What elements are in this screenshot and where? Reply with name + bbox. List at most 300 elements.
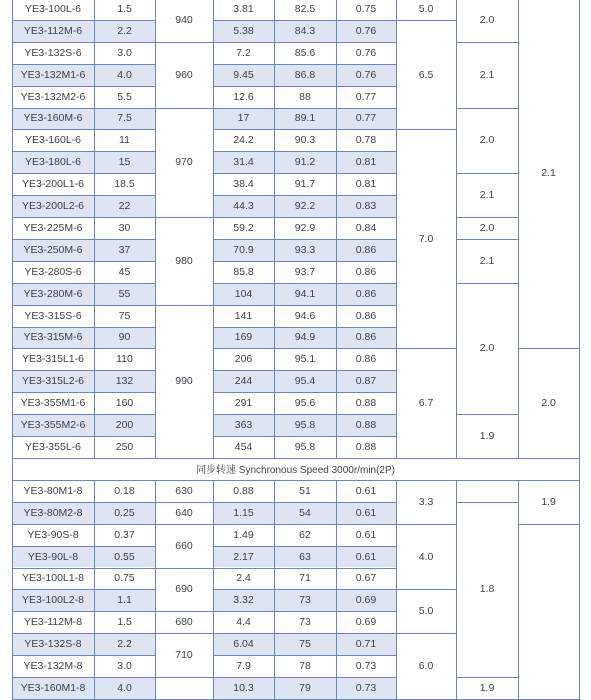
- grid-line: [12, 458, 13, 480]
- grid-line: [274, 108, 337, 109]
- grid-line: [336, 151, 397, 152]
- grid-line: [456, 283, 519, 284]
- grid-line: [396, 524, 457, 525]
- grid-line: [213, 195, 275, 196]
- grid-line: [94, 283, 156, 284]
- cell-current: 17: [213, 108, 274, 130]
- cell-current: 169: [213, 327, 274, 349]
- cell-c7: 2.0: [479, 13, 495, 26]
- grid-line: [336, 589, 397, 590]
- cell-c6: 5.0: [418, 605, 434, 618]
- grid-line: [274, 502, 337, 503]
- grid-line: [213, 305, 275, 306]
- grid-line: [456, 677, 519, 678]
- grid-line: [12, 502, 95, 503]
- cell-eff: 94.1: [274, 283, 336, 305]
- grid-line: [94, 261, 156, 262]
- cell-pf: 0.83: [336, 195, 396, 217]
- cell-model: YE3-160L-6: [24, 134, 82, 147]
- cell-power: 0.55: [94, 546, 155, 568]
- grid-line: [12, 546, 95, 547]
- cell-power: 3.0: [117, 660, 132, 673]
- cell-model: YE3-315M-6: [12, 327, 94, 349]
- grid-line: [12, 195, 95, 196]
- cell-power: 37: [94, 239, 155, 261]
- grid-line: [155, 633, 214, 634]
- grid-line: [12, 151, 95, 152]
- cell-eff: 73: [299, 616, 311, 629]
- cell-power: 11: [119, 134, 130, 147]
- cell-current: 70.9: [213, 239, 274, 261]
- grid-line: [94, 677, 156, 678]
- grid-line: [336, 480, 397, 481]
- cell-pf: 0.86: [355, 265, 377, 278]
- cell-power: 4.0: [94, 64, 155, 86]
- cell-model: YE3-112M-6: [12, 20, 94, 42]
- cell-current: 6.04: [213, 633, 274, 655]
- grid-line: [94, 370, 156, 371]
- grid-line: [94, 129, 156, 130]
- cell-c7: 2.0: [479, 342, 495, 355]
- grid-line: [518, 524, 580, 525]
- grid-line: [213, 239, 275, 240]
- cell-model: YE3-132M-8: [23, 660, 83, 673]
- grid-line: [213, 261, 275, 262]
- section-banner: 同步转速 Synchronous Speed 3000r/min(2P): [196, 465, 395, 477]
- cell-model: YE3-132S-6: [24, 46, 82, 59]
- cell-current: 59.2: [233, 221, 254, 234]
- grid-line: [213, 392, 275, 393]
- grid-line: [213, 611, 275, 612]
- cell-speed: 680: [175, 616, 193, 629]
- cell-eff: 95.8: [274, 414, 336, 436]
- grid-line: [336, 633, 397, 634]
- grid-line: [94, 20, 156, 21]
- cell-power: 250: [115, 440, 134, 453]
- cell-power: 0.25: [94, 502, 155, 524]
- grid-line: [94, 327, 156, 328]
- cell-eff: 95.6: [294, 397, 316, 410]
- cell-c8: 1.9: [541, 495, 556, 508]
- grid-line: [94, 633, 156, 634]
- cell-power: 0.37: [114, 528, 135, 541]
- cell-power: 0.75: [114, 572, 135, 585]
- grid-line: [274, 392, 337, 393]
- grid-line: [213, 86, 275, 87]
- grid-line: [155, 108, 214, 109]
- cell-model: YE3-90S-8: [27, 528, 79, 541]
- grid-line: [213, 20, 275, 21]
- cell-current: 7.9: [236, 660, 251, 673]
- grid-line: [274, 129, 337, 130]
- cell-current: 206: [234, 353, 253, 366]
- cell-power: 132: [94, 370, 155, 392]
- grid-line: [274, 436, 337, 437]
- grid-line: [336, 0, 337, 458]
- grid-line: [274, 524, 337, 525]
- cell-pf: 0.76: [336, 64, 396, 86]
- grid-line: [155, 502, 214, 503]
- grid-line: [274, 655, 337, 656]
- grid-line: [94, 305, 156, 306]
- grid-line: [94, 502, 156, 503]
- cell-c6: 6.7: [418, 397, 434, 410]
- grid-line: [94, 239, 156, 240]
- grid-line: [274, 283, 337, 284]
- cell-current: 141: [234, 309, 253, 322]
- grid-line: [336, 392, 397, 393]
- grid-line: [274, 0, 275, 458]
- cell-model: YE3-225M-6: [23, 221, 83, 234]
- cell-pf: 0.78: [355, 134, 377, 147]
- cell-c6: 6.5: [418, 68, 434, 81]
- grid-line: [518, 0, 519, 458]
- cell-current: 454: [234, 440, 253, 453]
- grid-line: [456, 414, 519, 415]
- grid-line: [336, 327, 397, 328]
- cell-c7: 2.0: [479, 134, 495, 147]
- cell-power: 1.5: [117, 616, 132, 629]
- grid-line: [213, 151, 275, 152]
- grid-line: [94, 524, 156, 525]
- cell-power: 110: [116, 353, 133, 366]
- grid-line: [155, 217, 214, 218]
- grid-line: [336, 611, 397, 612]
- cell-c7: 1.8: [479, 583, 495, 596]
- grid-line: [274, 480, 337, 481]
- grid-line: [274, 305, 337, 306]
- grid-line: [155, 0, 156, 458]
- grid-line: [456, 217, 519, 218]
- grid-line: [213, 480, 275, 481]
- grid-line: [94, 64, 156, 65]
- grid-line: [94, 195, 156, 196]
- grid-line: [94, 108, 156, 109]
- cell-pf: 0.88: [336, 414, 396, 436]
- cell-current: 85.8: [233, 265, 254, 278]
- grid-line: [336, 195, 397, 196]
- grid-line: [579, 0, 580, 458]
- cell-c8: 2.1: [541, 167, 556, 180]
- grid-line: [12, 173, 95, 174]
- grid-line: [336, 64, 397, 65]
- cell-current: 5.38: [213, 20, 274, 42]
- grid-line: [336, 677, 397, 678]
- grid-line: [396, 589, 457, 590]
- cell-speed: 990: [175, 375, 193, 388]
- cell-current: 1.15: [213, 502, 274, 524]
- grid-line: [274, 195, 337, 196]
- grid-line: [274, 151, 337, 152]
- grid-line: [94, 480, 156, 481]
- cell-pf: 0.86: [336, 239, 396, 261]
- cell-power: 4.0: [94, 677, 155, 699]
- grid-line: [456, 239, 519, 240]
- cell-power: 1.5: [117, 2, 132, 15]
- grid-line: [155, 480, 214, 481]
- cell-pf: 0.77: [355, 90, 377, 103]
- grid-line: [155, 305, 214, 306]
- grid-line: [274, 64, 337, 65]
- grid-line: [12, 108, 95, 109]
- grid-line: [274, 611, 337, 612]
- cell-pf: 0.61: [355, 484, 377, 497]
- cell-eff: 63: [274, 546, 336, 568]
- grid-line: [336, 217, 397, 218]
- grid-line: [12, 392, 95, 393]
- grid-line: [213, 589, 275, 590]
- cell-pf: 0.81: [355, 178, 377, 191]
- cell-model: YE3-280S-6: [24, 265, 82, 278]
- cell-power: 22: [94, 195, 155, 217]
- grid-line: [155, 524, 214, 525]
- cell-pf: 0.86: [355, 353, 377, 366]
- cell-current: 2.17: [213, 546, 274, 568]
- grid-line: [456, 502, 519, 503]
- cell-eff: 85.6: [294, 46, 316, 59]
- grid-line: [12, 436, 95, 437]
- cell-current: 31.4: [213, 151, 274, 173]
- grid-line: [12, 655, 95, 656]
- grid-line: [213, 677, 275, 678]
- cell-eff: 95.8: [294, 440, 316, 453]
- cell-power: 2.2: [94, 633, 155, 655]
- grid-line: [396, 20, 457, 21]
- grid-line: [336, 20, 397, 21]
- grid-line: [518, 348, 580, 349]
- grid-line: [12, 348, 95, 349]
- cell-current: 2.4: [236, 572, 251, 585]
- grid-line: [213, 414, 275, 415]
- cell-eff: 73: [274, 589, 336, 611]
- grid-line: [12, 305, 95, 306]
- cell-c7: 2.1: [479, 189, 495, 202]
- cell-current: 0.88: [233, 484, 254, 497]
- cell-pf: 0.81: [336, 151, 396, 173]
- cell-model: YE3-160M1-8: [12, 677, 94, 699]
- grid-line: [94, 436, 156, 437]
- grid-line: [12, 589, 95, 590]
- cell-speed: 660: [175, 539, 193, 552]
- grid-line: [336, 436, 397, 437]
- grid-line: [396, 633, 457, 634]
- cell-eff: 93.7: [294, 265, 316, 278]
- cell-c7: 2.1: [479, 254, 495, 267]
- cell-current: 3.32: [213, 589, 274, 611]
- cell-speed: 690: [175, 583, 193, 596]
- cell-model: YE3-280M-6: [12, 283, 94, 305]
- cell-eff: 92.2: [274, 195, 336, 217]
- grid-line: [155, 568, 214, 569]
- grid-line: [336, 348, 397, 349]
- grid-line: [12, 611, 95, 612]
- grid-line: [274, 261, 337, 262]
- grid-line: [213, 436, 275, 437]
- cell-pf: 0.75: [355, 2, 377, 15]
- cell-power: 160: [115, 397, 134, 410]
- grid-line: [274, 20, 337, 21]
- cell-model: YE3-355L-6: [24, 440, 82, 453]
- grid-line: [456, 42, 519, 43]
- grid-line: [336, 129, 397, 130]
- grid-line: [12, 20, 95, 21]
- cell-model: YE3-132M1-6: [12, 64, 94, 86]
- grid-line: [336, 568, 397, 569]
- cell-model: YE3-200L1-6: [22, 178, 84, 191]
- grid-line: [12, 677, 95, 678]
- cell-model: YE3-355M2-6: [12, 414, 94, 436]
- cell-current: 363: [213, 414, 274, 436]
- grid-line: [12, 42, 95, 43]
- cell-pf: 0.71: [336, 633, 396, 655]
- grid-line: [12, 0, 13, 458]
- grid-line: [336, 305, 397, 306]
- cell-current: 10.3: [213, 677, 274, 699]
- cell-eff: 54: [274, 502, 336, 524]
- cell-speed: [155, 677, 213, 699]
- cell-c7: 2.0: [479, 221, 495, 234]
- cell-model: YE3-315L2-6: [12, 370, 94, 392]
- grid-line: [213, 217, 275, 218]
- grid-line: [213, 546, 275, 547]
- grid-line: [12, 239, 95, 240]
- grid-line: [396, 129, 457, 130]
- cell-power: 2.2: [94, 20, 155, 42]
- cell-model: YE3-132M2-6: [20, 90, 86, 103]
- cell-c6: 6.0: [418, 660, 434, 673]
- grid-line: [155, 42, 214, 43]
- grid-line: [274, 589, 337, 590]
- grid-line: [94, 414, 156, 415]
- grid-line: [579, 480, 580, 699]
- cell-current: 291: [234, 397, 253, 410]
- grid-line: [94, 568, 156, 569]
- grid-line: [336, 283, 397, 284]
- cell-model: YE3-160M-6: [12, 108, 94, 130]
- grid-line: [274, 633, 337, 634]
- cell-pf: 0.86: [355, 309, 377, 322]
- cell-power: 1.1: [94, 589, 155, 611]
- grid-line: [94, 86, 156, 87]
- grid-line: [94, 42, 156, 43]
- cell-eff: 88: [299, 90, 311, 103]
- cell-c7: 2.1: [479, 68, 495, 81]
- grid-line: [94, 348, 156, 349]
- grid-line: [12, 327, 95, 328]
- cell-eff: 71: [299, 572, 311, 585]
- grid-line: [213, 0, 214, 458]
- cell-pf: 0.77: [336, 108, 396, 130]
- cell-pf: 0.84: [355, 221, 377, 234]
- grid-line: [213, 655, 275, 656]
- cell-pf: 0.61: [336, 546, 396, 568]
- grid-line: [274, 327, 337, 328]
- cell-pf: 0.88: [355, 440, 377, 453]
- grid-line: [12, 64, 95, 65]
- grid-line: [12, 370, 95, 371]
- grid-line: [213, 524, 275, 525]
- cell-c6: 3.3: [418, 495, 434, 508]
- grid-line: [213, 173, 275, 174]
- grid-line: [518, 480, 519, 699]
- grid-line: [213, 370, 275, 371]
- grid-line: [336, 86, 397, 87]
- grid-line: [336, 261, 397, 262]
- grid-line: [94, 173, 156, 174]
- grid-line: [456, 480, 519, 481]
- grid-line: [94, 589, 156, 590]
- cell-model: YE3-250M-6: [12, 239, 94, 261]
- cell-eff: 90.3: [294, 134, 316, 147]
- grid-line: [456, 173, 519, 174]
- grid-line: [213, 502, 275, 503]
- grid-line: [274, 677, 337, 678]
- grid-line: [213, 348, 275, 349]
- cell-c6: 7.0: [418, 232, 434, 245]
- grid-line: [336, 502, 397, 503]
- cell-current: 4.4: [236, 616, 251, 629]
- cell-power: 3.0: [117, 46, 132, 59]
- cell-eff: 89.1: [274, 108, 336, 130]
- cell-model: YE3-100L1-8: [22, 572, 84, 585]
- cell-pf: 0.73: [355, 660, 377, 673]
- grid-line: [274, 414, 337, 415]
- grid-line: [518, 480, 580, 481]
- cell-model: YE3-180L-6: [12, 151, 94, 173]
- grid-line: [336, 370, 397, 371]
- cell-c8: 2.0: [541, 397, 556, 410]
- cell-model: YE3-315S-6: [24, 309, 82, 322]
- grid-line: [274, 348, 337, 349]
- grid-line: [12, 129, 95, 130]
- grid-line: [396, 0, 397, 458]
- grid-line: [336, 239, 397, 240]
- grid-line: [12, 283, 95, 284]
- cell-eff: 94.9: [274, 327, 336, 349]
- grid-line: [274, 217, 337, 218]
- cell-c8: [518, 524, 579, 699]
- cell-speed: 980: [175, 254, 193, 267]
- grid-line: [213, 327, 275, 328]
- grid-line: [155, 677, 214, 678]
- cell-pf: 0.76: [355, 46, 377, 59]
- grid-line: [579, 458, 580, 480]
- cell-eff: 91.7: [294, 178, 316, 191]
- cell-eff: 84.3: [274, 20, 336, 42]
- cell-c7: 1.9: [479, 681, 495, 694]
- cell-power: 55: [94, 283, 155, 305]
- grid-line: [94, 0, 95, 458]
- cell-current: 24.2: [233, 134, 254, 147]
- cell-eff: 82.5: [294, 2, 316, 15]
- grid-line: [336, 173, 397, 174]
- grid-line: [155, 611, 214, 612]
- grid-line: [94, 392, 156, 393]
- cell-c6: 5.0: [418, 2, 434, 15]
- grid-line: [274, 568, 337, 569]
- cell-speed: 940: [175, 13, 193, 26]
- cell-eff: 78: [299, 660, 311, 673]
- grid-line: [12, 217, 95, 218]
- cell-power: 90: [94, 327, 155, 349]
- grid-line: [396, 480, 457, 481]
- cell-model: YE3-355M1-6: [20, 397, 86, 410]
- cell-pf: 0.69: [336, 589, 396, 611]
- cell-model: YE3-315L1-6: [22, 353, 84, 366]
- grid-line: [12, 524, 95, 525]
- cell-current: 38.4: [233, 178, 254, 191]
- cell-eff: 86.8: [274, 64, 336, 86]
